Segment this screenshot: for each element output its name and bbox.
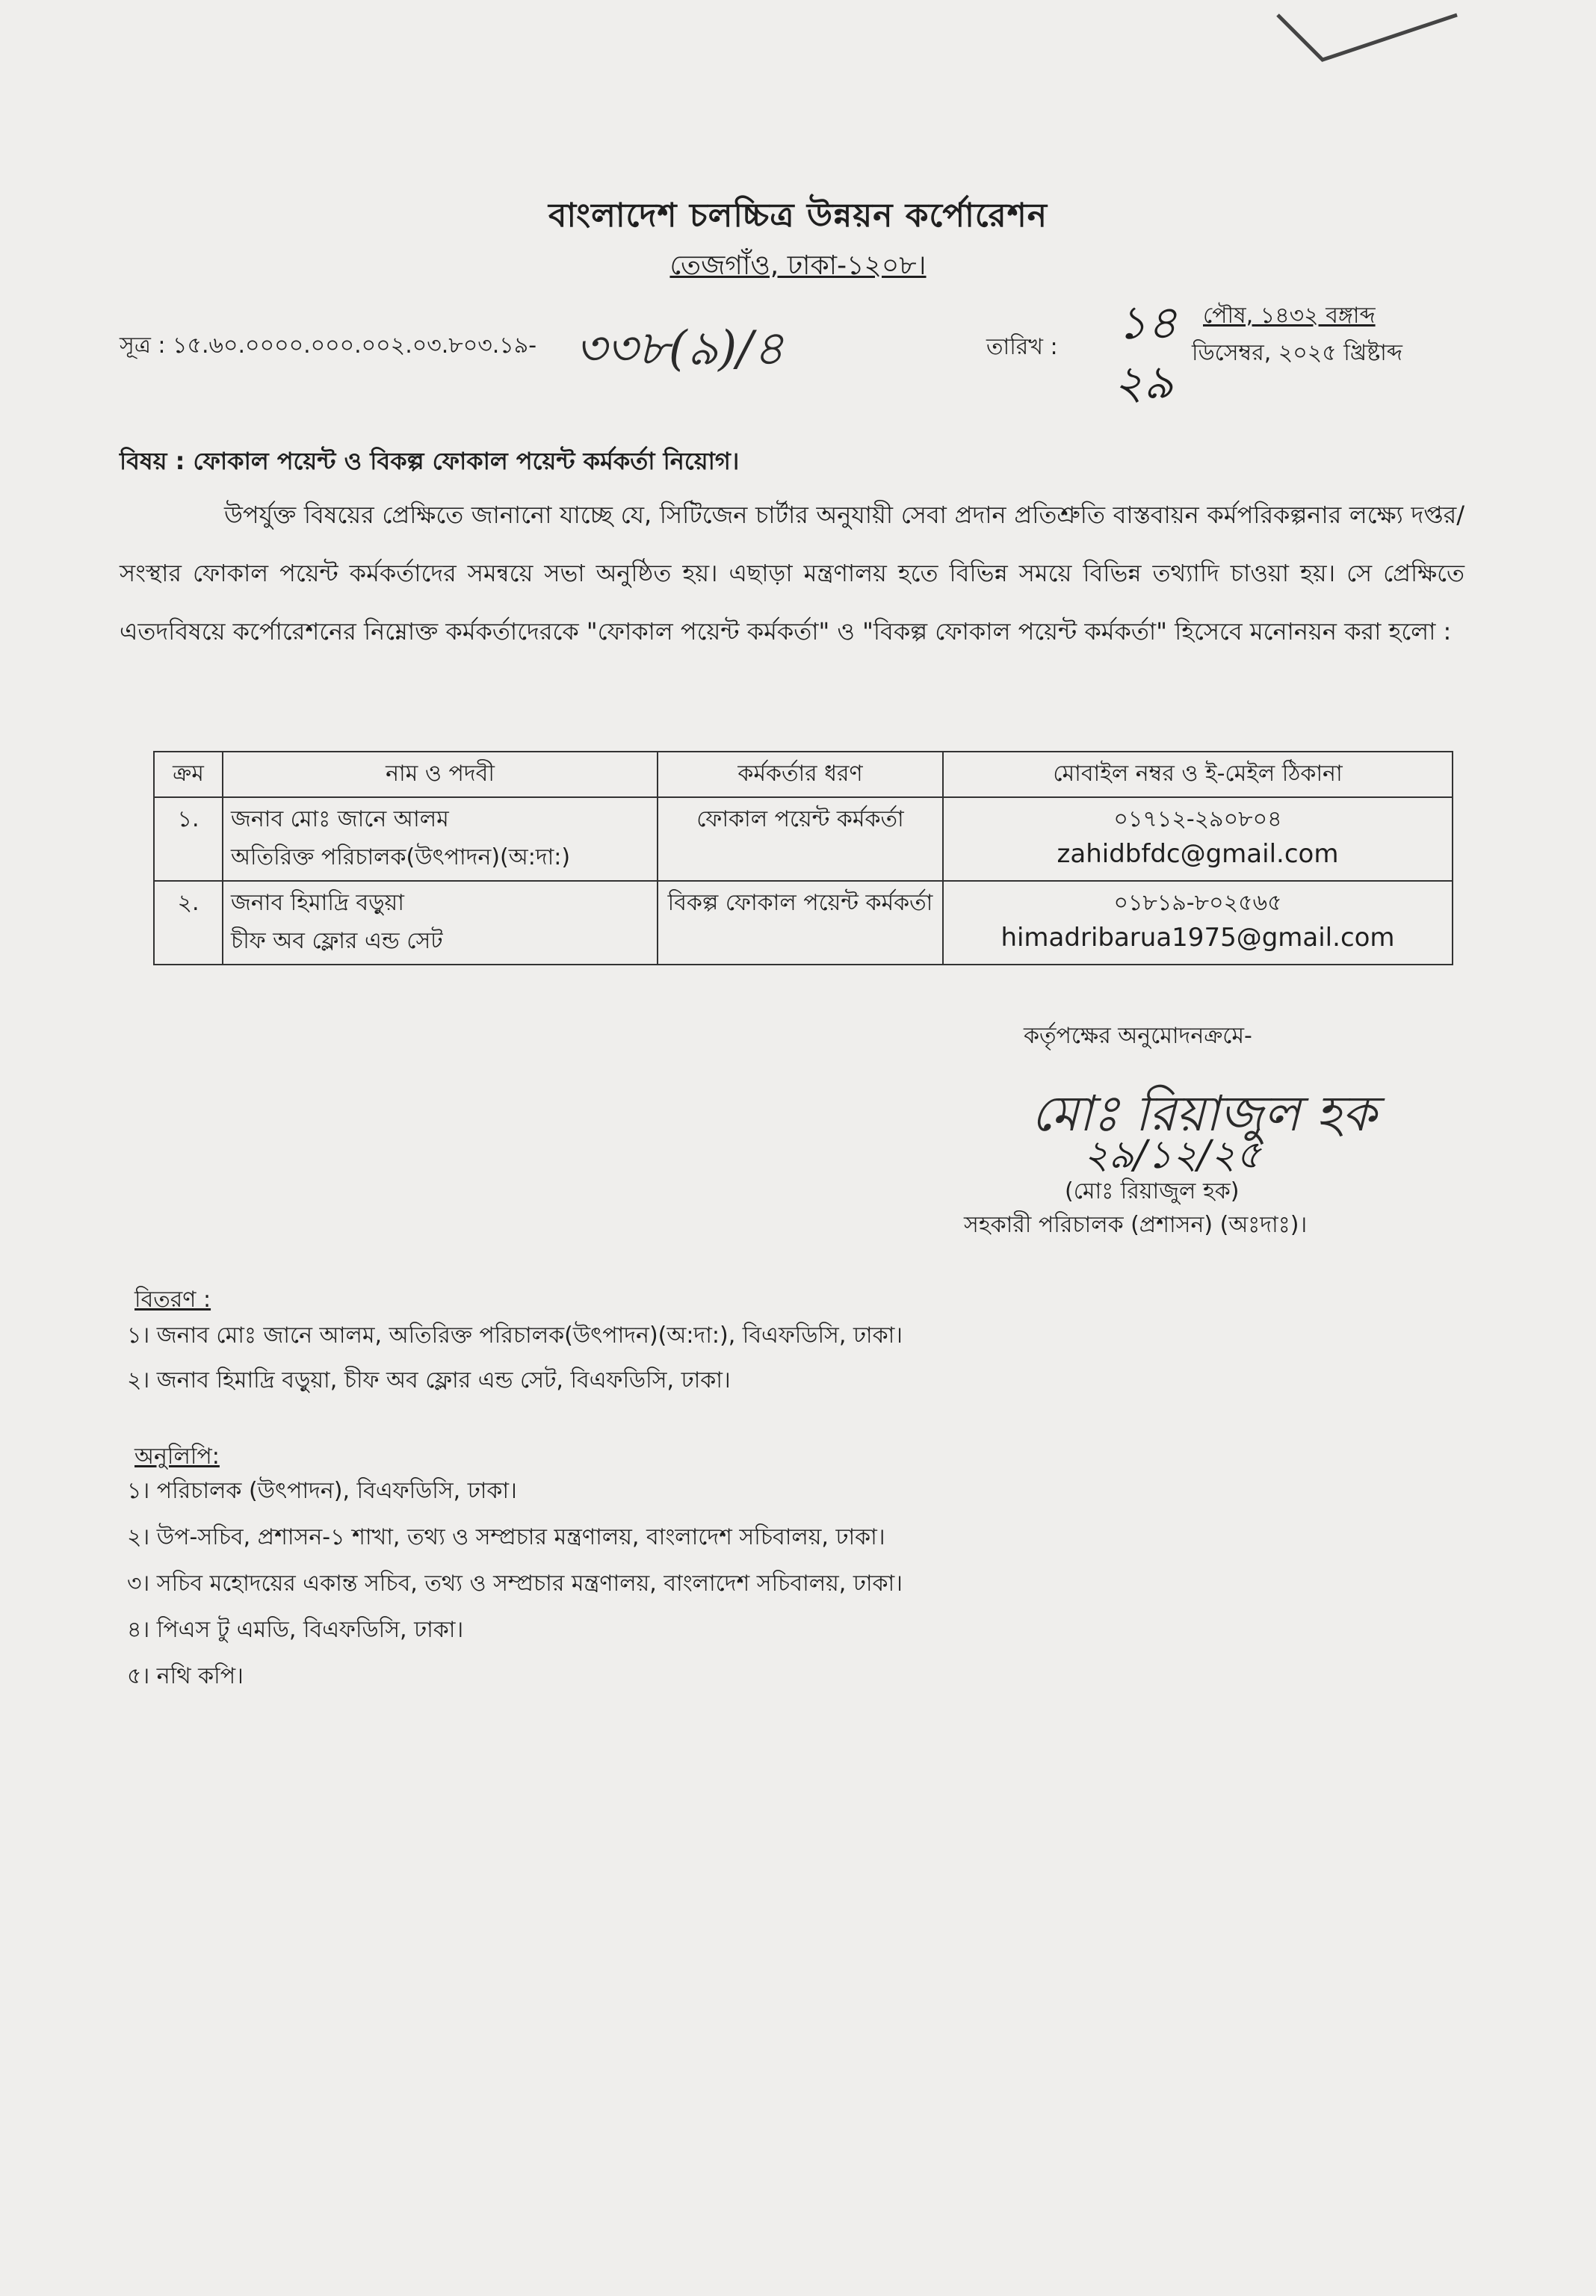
- officer-name: জনাব মোঃ জানে আলম: [231, 806, 449, 832]
- officer-mobile: ০১৮১৯-৮০২৫৬৫: [1113, 890, 1282, 916]
- body-paragraph: উপর্যুক্ত বিষয়ের প্রেক্ষিতে জানানো যাচ্ছে যে, সিটিজেন চার্টার অনুযায়ী সেবা প্রদান প্রতিশ্রুতি বাস্তবায়ন কর্মপরিকল্পনার লক্ষ্যে দপ্তর/সংস্থার ফোকাল পয়েন্ট কর্মকর্তাদের সমন্বয়ে সভা অনুষ্ঠিত হয়। এছাড়া মন্ত্রণালয় হতে বিভিন্ন সময়ে বিভিন্ন তথ্যাদি চাওয়া হয়। সে প্রেক্ষিতে এতদবিষয়ে কর্পোরেশনের নিম্নোক্ত কর্মকর্তাদেরকে "ফোকাল পয়েন্ট কর্মকর্তা" ও "বিকল্প ফোকাল পয়েন্ট কর্মকর্তা" হিসেবে মনোনয়ন করা হলো :: [120, 501, 1464, 646]
- organization-address: তেজগাঁও, ঢাকা-১২০৮।: [669, 250, 927, 281]
- officer-name: জনাব হিমাদ্রি বড়ুয়া: [231, 890, 404, 916]
- officer-email: zahidbfdc@gmail.com: [1057, 839, 1339, 869]
- header-serial: ক্রম: [154, 752, 223, 797]
- table-header-row: [154, 752, 1453, 797]
- officer-table: [153, 751, 1453, 965]
- signer-designation: সহকারী পরিচালক (প্রশাসন) (অঃদাঃ)।: [964, 1212, 1308, 1238]
- list-item: ৫। নথি কপি।: [127, 1663, 244, 1689]
- row-name-cell: [223, 881, 658, 965]
- checkmark-icon: [1270, 0, 1464, 75]
- header-name: নাম ও পদবী: [223, 752, 658, 797]
- reference-number: সূত্র : ১৫.৬০.০০০০.০০০.০০২.০৩.৮০৩.১৯-: [120, 332, 537, 359]
- list-item: ১। জনাব মোঃ জানে আলম, অতিরিক্ত পরিচালক(উৎপাদন)(অ:দা:), বিএফডিসি, ঢাকা।: [127, 1322, 903, 1349]
- signature-date: ২৯/১২/২৫: [1083, 1133, 1261, 1178]
- officer-type: ফোকাল পয়েন্ট কর্মকর্তা: [658, 797, 943, 881]
- list-item: ১। পরিচালক (উৎপাদন), বিএফডিসি, ঢাকা।: [127, 1478, 517, 1504]
- header-type: কর্মকর্তার ধরণ: [658, 752, 943, 797]
- bangla-month-year: পৌষ, ১৪৩২ বঙ্গাব্দ: [1203, 303, 1376, 329]
- table-row: [154, 797, 1453, 881]
- handwritten-reference: ৩৩৮(৯)/৪: [575, 321, 785, 377]
- distribution-list: [127, 1313, 903, 1403]
- officer-designation: চীফ অব ফ্লোর এন্ড সেট: [231, 928, 443, 954]
- officer-mobile: ০১৭১২-২৯০৮০৪: [1113, 806, 1282, 832]
- row-name-cell: [223, 797, 658, 881]
- officer-designation: অতিরিক্ত পরিচালক(উৎপাদন)(অ:দা:): [231, 844, 571, 870]
- officer-type: বিকল্প ফোকাল পয়েন্ট কর্মকর্তা: [658, 881, 943, 965]
- list-item: ৪। পিএস টু এমডি, বিএফডিসি, ঢাকা।: [127, 1617, 464, 1643]
- table-row: [154, 881, 1453, 965]
- handwritten-bangla-day: ১৪: [1117, 295, 1178, 350]
- subject-line: বিষয় : ফোকাল পয়েন্ট ও বিকল্প ফোকাল পয়েন্ট কর্মকর্তা নিয়োগ।: [120, 447, 740, 475]
- list-item: ৩। সচিব মহোদয়ের একান্ত সচিব, তথ্য ও সম্প্রচার মন্ত্রণালয়, বাংলাদেশ সচিবালয়, ঢাকা।: [127, 1571, 903, 1597]
- list-item: ২। জনাব হিমাদ্রি বড়ুয়া, চীফ অব ফ্লোর এন্ড সেট, বিএফডিসি, ঢাকা।: [127, 1367, 731, 1393]
- english-month-year: ডিসেম্বর, ২০২৫ খ্রিষ্টাব্দ: [1192, 340, 1402, 366]
- signer-name: (মোঃ রিয়াজুল হক): [1065, 1178, 1240, 1204]
- row-serial: ১.: [154, 797, 223, 881]
- row-contact-cell: [943, 797, 1453, 881]
- officer-email: himadribarua1975@gmail.com: [1000, 923, 1395, 953]
- row-serial: ২.: [154, 881, 223, 965]
- approval-line: কর্তৃপক্ষের অনুমোদনক্রমে-: [1024, 1023, 1252, 1049]
- distribution-heading: বিতরণ :: [134, 1287, 211, 1313]
- signature: মোঃ রিয়াজুল হক: [1031, 1085, 1376, 1142]
- header-contact: মোবাইল নম্বর ও ই-মেইল ঠিকানা: [943, 752, 1453, 797]
- list-item: ২। উপ-সচিব, প্রশাসন-১ শাখা, তথ্য ও সম্প্রচার মন্ত্রণালয়, বাংলাদেশ সচিবালয়, ঢাকা।: [127, 1524, 885, 1550]
- handwritten-english-day: ২৯: [1113, 355, 1174, 409]
- copies-list: [127, 1468, 903, 1700]
- copies-heading: অনুলিপি:: [134, 1443, 220, 1470]
- organization-title: বাংলাদেশ চলচ্চিত্র উন্নয়ন কর্পোরেশন: [548, 197, 1048, 235]
- row-contact-cell: [943, 881, 1453, 965]
- date-label: তারিখ :: [986, 334, 1058, 360]
